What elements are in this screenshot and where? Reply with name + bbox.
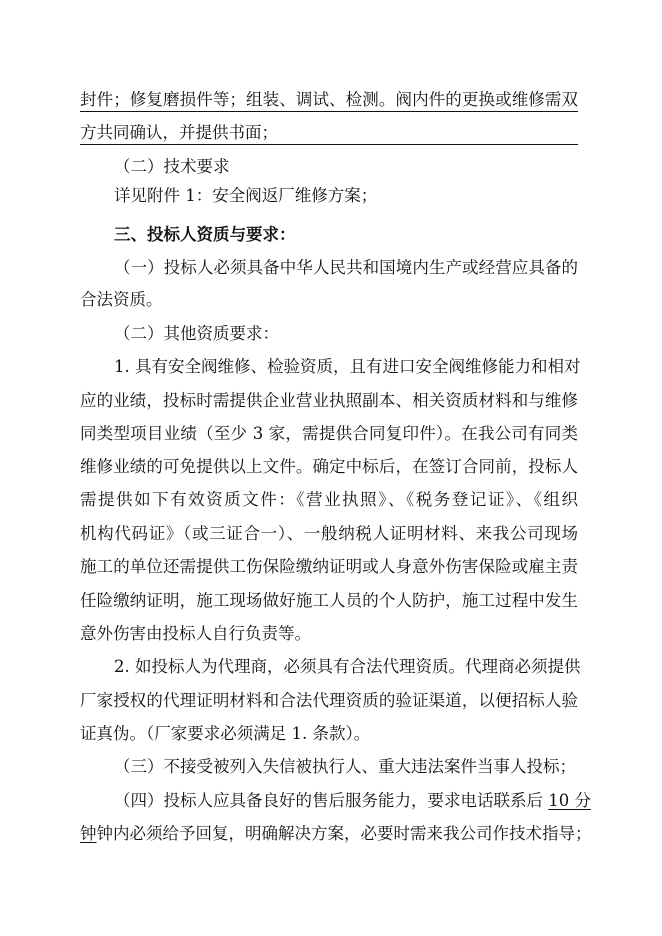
text-line: 封件；修复磨损件等；组装、调试、检测。阀内件的更换或维修需双 bbox=[80, 89, 578, 112]
subheading: （二）技术要求 bbox=[114, 157, 230, 176]
text-line: 1. 具有安全阀维修、检验资质，且有进口安全阀维修能力和相对 bbox=[114, 357, 581, 376]
text-line: 证真伪。（厂家要求必须满足 1. 条款）。 bbox=[80, 724, 371, 743]
text-line: 合法资质。 bbox=[80, 290, 163, 309]
text-line: 施工的单位还需提供工伤保险缴纳证明或人身意外伤害保险或雇主责 bbox=[80, 557, 578, 576]
text-line: 机构代码证》（或三证合一）、一般纳税人证明材料、来我公司现场 bbox=[80, 524, 578, 543]
text-line: 2. 如投标人为代理商，必须具有合法代理资质。代理商必须提供 bbox=[114, 657, 581, 676]
text-line: 同类型项目业绩（至少 3 家，需提供合同复印件）。在我公司有同类 bbox=[80, 424, 578, 443]
text-line bbox=[114, 790, 591, 812]
text-line: 应的业绩，投标时需提供企业营业执照副本、相关资质材料和与维修 bbox=[80, 391, 578, 410]
text-line: 需提供如下有效资质文件：《营业执照》、《税务登记证》、《组织 bbox=[80, 490, 578, 509]
text-line: 意外伤害由投标人自行负责等。 bbox=[80, 624, 311, 643]
text-line: 方共同确认，并提供书面； bbox=[80, 122, 578, 145]
text-segment: 钟内必须给予回复，明确解决方案，必要时需来我公司作技术指导； bbox=[96, 824, 592, 843]
text-line bbox=[80, 823, 592, 845]
text-line: 厂家授权的代理证明材料和合法代理资质的验证渠道，以便招标人验 bbox=[80, 691, 578, 710]
section-heading: 三、投标人资质与要求： bbox=[114, 225, 296, 244]
text-line: 详见附件 1：安全阀返厂维修方案； bbox=[114, 186, 378, 205]
text-segment: （四）投标人应具备良好的售后服务能力，要求电话联系后 bbox=[114, 791, 549, 810]
text-line: （一）投标人必须具备中华人民共和国境内生产或经营应具备的 bbox=[114, 258, 578, 277]
underlined-deadline-cont: 钟 bbox=[80, 824, 97, 843]
text-line: 维修业绩的可免提供以上文件。确定中标后，在签订合同前，投标人 bbox=[80, 457, 578, 476]
underlined-deadline: 10 分 bbox=[548, 791, 591, 810]
subheading: （二）其他资质要求： bbox=[114, 324, 279, 343]
text-line: 任险缴纳证明，施工现场做好施工人员的个人防护，施工过程中发生 bbox=[80, 591, 578, 610]
text-line: （三）不接受被列入失信被执行人、重大违法案件当事人投标； bbox=[114, 757, 576, 776]
